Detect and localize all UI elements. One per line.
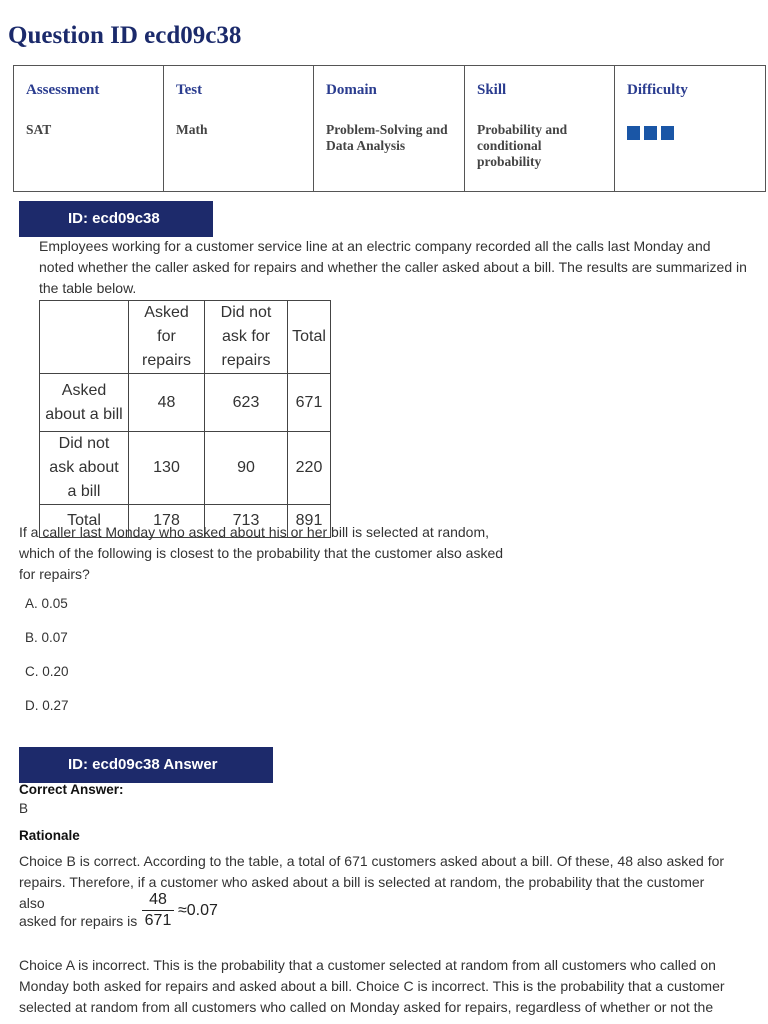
test-header: Test: [176, 82, 203, 98]
correct-answer-value: B: [19, 801, 29, 816]
table-cell: 130: [129, 432, 205, 505]
table-cell: 671: [288, 374, 331, 432]
row-header-no-bill: Did not ask about a bill: [40, 432, 129, 505]
fraction-numerator: 48: [149, 891, 167, 908]
difficulty-indicator: [627, 126, 753, 140]
difficulty-square: [661, 126, 674, 140]
choice-c[interactable]: C. 0.20: [25, 664, 69, 679]
correct-answer-label: Correct Answer:: [19, 782, 124, 797]
rationale-paragraph-1-end: asked for repairs is: [19, 913, 138, 929]
question-prompt: If a caller last Monday who asked about his or her bill is selected at random, which of the following is closest to the probability that the customer also asked for repairs?: [19, 524, 504, 582]
table-corner-cell: [40, 301, 129, 374]
assessment-cell: [14, 66, 164, 192]
rationale-paragraph-2: Choice A is incorrect. This is the probability that a customer selected at random from all customers who called on Monday both asked for repairs and asked about a bill. Choice C is incorrect. This is the probability that a customer selected at random from all customers who called on Monday asked for repairs, regardless of whether or not the: [19, 957, 725, 1015]
col-header-no-repairs: Did not ask for repairs: [205, 301, 288, 374]
table-cell: 48: [129, 374, 205, 432]
skill-value: Probability and conditional probability: [477, 122, 568, 169]
fraction-denominator: 671: [144, 912, 172, 929]
choice-b[interactable]: B. 0.07: [25, 630, 68, 645]
answer-id-bar: ID: ecd09c38 Answer: [19, 747, 273, 783]
question-intro: Employees working for a customer service line at an electric company recorded all the calls last Monday and noted whether the caller asked for repairs and whether the caller asked about a bill. The results are summarized in the table below.: [39, 238, 747, 296]
question-id-bar: ID: ecd09c38: [19, 201, 213, 237]
page-title: Question ID ecd09c38: [8, 22, 242, 49]
fraction-bar: [142, 910, 174, 911]
col-header-asked-repairs: Asked for repairs: [129, 301, 205, 374]
assessment-value: SAT: [26, 122, 52, 137]
approximation: ≈0.07: [178, 902, 218, 919]
test-cell: [164, 66, 314, 192]
table-cell: 713: [205, 505, 288, 538]
choice-d[interactable]: D. 0.27: [25, 698, 69, 713]
difficulty-cell: [615, 66, 766, 192]
domain-header: Domain: [326, 82, 377, 98]
metadata-table: [13, 65, 766, 192]
domain-cell: [314, 66, 465, 192]
assessment-header: Assessment: [26, 82, 100, 98]
fraction: [142, 891, 174, 930]
table-cell: 178: [129, 505, 205, 538]
col-header-total: Total: [288, 301, 331, 374]
difficulty-square: [627, 126, 640, 140]
table-cell: 90: [205, 432, 288, 505]
difficulty-header: Difficulty: [627, 82, 688, 98]
rationale-heading: Rationale: [19, 828, 80, 843]
summary-table: [39, 300, 331, 538]
domain-value: Problem-Solving and Data Analysis: [326, 122, 448, 153]
table-cell: 220: [288, 432, 331, 505]
test-value: Math: [176, 122, 208, 137]
row-header-total: Total: [40, 505, 129, 538]
choice-a[interactable]: A. 0.05: [25, 596, 68, 611]
table-cell: 623: [205, 374, 288, 432]
rationale-paragraph-1: Choice B is correct. According to the table, a total of 671 customers asked about a bill. Of these, 48 also asked for repairs. Therefore, if a customer who asked about a bill is selected at random, the probability that the customer also: [19, 853, 725, 911]
row-header-asked-bill: Asked about a bill: [40, 374, 129, 432]
difficulty-square: [644, 126, 657, 140]
table-cell: 891: [288, 505, 331, 538]
skill-header: Skill: [477, 82, 507, 98]
skill-cell: [465, 66, 615, 192]
